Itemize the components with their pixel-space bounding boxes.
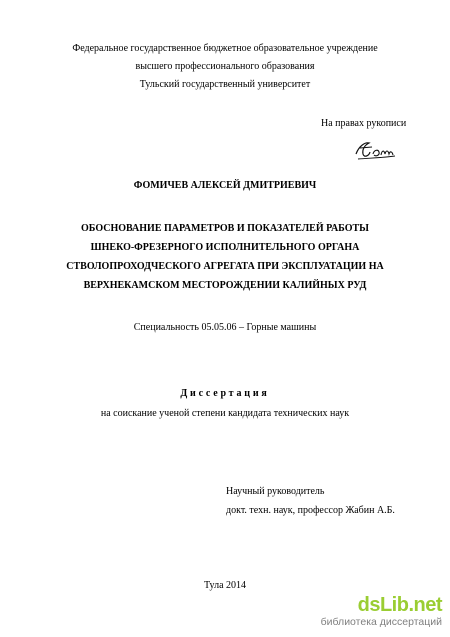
institution-line-2: высшего профессионального образования xyxy=(135,61,315,72)
institution-line-3: Тульский государственный университет xyxy=(139,79,311,90)
degree-line: на соискание ученой степени кандидата технических наук xyxy=(100,408,350,419)
handwritten-signature xyxy=(353,136,399,164)
thesis-title-line-4: ВЕРХНЕКАМСКОМ МЕСТОРОЖДЕНИИ КАЛИЙНЫХ РУД xyxy=(83,280,367,291)
author-name: ФОМИЧЕВ АЛЕКСЕЙ ДМИТРИЕВИЧ xyxy=(133,180,317,191)
city-year: Тула 2014 xyxy=(203,580,247,591)
rights-note: На правах рукописи xyxy=(321,118,407,129)
thesis-title-line-1: ОБОСНОВАНИЕ ПАРАМЕТРОВ И ПОКАЗАТЕЛЕЙ РАБОТЫ xyxy=(81,223,369,234)
watermark xyxy=(317,595,442,629)
advisor-name: докт. техн. наук, профессор Жабин А.Б. xyxy=(226,505,395,516)
thesis-title-line-3: СТВОЛОПРОХОДЧЕСКОГО АГРЕГАТА ПРИ ЭКСПЛУАТАЦИИ НА xyxy=(66,261,384,272)
thesis-title-line-2: ШНЕКО-ФРЕЗЕРНОГО ИСПОЛНИТЕЛЬНОГО ОРГАНА xyxy=(90,242,360,253)
institution-line-1: Федеральное государственное бюджетное образовательное учреждение xyxy=(72,43,378,54)
specialty-line: Специальность 05.05.06 – Горные машины xyxy=(133,322,317,333)
dissertation-label: Диссертация xyxy=(180,388,270,399)
watermark-subtitle: библиотека диссертаций xyxy=(320,616,442,628)
watermark-domain: dsLib.net xyxy=(357,594,442,616)
advisor-label: Научный руководитель xyxy=(226,486,325,497)
